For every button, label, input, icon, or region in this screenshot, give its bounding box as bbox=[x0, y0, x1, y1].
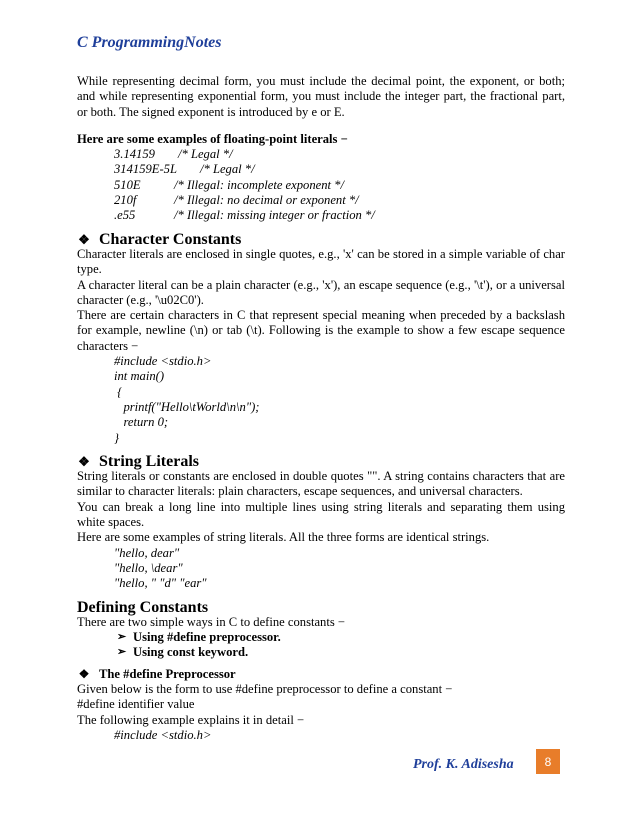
float-literal: 314159E-5L bbox=[114, 162, 177, 177]
define-preprocessor-heading-text: The #define Preprocessor bbox=[99, 666, 236, 681]
code-line: #include <stdio.h> bbox=[114, 727, 212, 742]
page-header-title: C ProgrammingNotes bbox=[77, 34, 222, 51]
char-constants-paragraph-2: A character literal can be a plain character (e.g., 'x'), an escape sequence (e.g., '\t'), or a universal character (e.g., '\u02C0'). bbox=[77, 277, 565, 307]
float-comment: /* Illegal: no decimal or exponent */ bbox=[174, 193, 359, 208]
float-example-row bbox=[114, 162, 565, 177]
diamond-bullet-icon: ❖ bbox=[78, 453, 90, 469]
code-line: int main() bbox=[114, 369, 165, 384]
list-item-text: Using #define preprocessor. bbox=[133, 630, 281, 645]
string-example: "hello, dear" bbox=[114, 545, 180, 560]
float-example-row bbox=[114, 208, 565, 223]
list-item-text: Using const keyword. bbox=[133, 645, 249, 660]
float-example-row bbox=[114, 178, 565, 193]
document-body bbox=[77, 74, 565, 743]
char-constants-paragraph-1: Character literals are enclosed in single quotes, e.g., 'x' can be stored in a simple variable of char type. bbox=[77, 246, 565, 277]
string-literals-paragraph-2: You can break a long line into multiple lines using string literals and separating them using white spaces. bbox=[77, 499, 565, 530]
float-example-row bbox=[114, 193, 565, 208]
float-comment: /* Legal */ bbox=[178, 147, 233, 162]
diamond-bullet-icon: ❖ bbox=[78, 231, 90, 247]
define-paragraph-2: The following example explains it in detail − bbox=[77, 712, 305, 727]
diamond-bullet-icon: ❖ bbox=[78, 666, 90, 681]
code-line: } bbox=[114, 430, 120, 445]
string-literals-heading bbox=[77, 454, 565, 469]
code-line: { bbox=[114, 384, 123, 399]
float-comment: /* Illegal: missing integer or fraction */ bbox=[174, 208, 375, 223]
float-examples-heading: Here are some examples of floating-point literals − bbox=[77, 131, 348, 146]
string-literals-paragraph-3: Here are some examples of string literals. All the three forms are identical strings. bbox=[77, 530, 490, 545]
intro-paragraph: While representing decimal form, you must include the decimal point, the exponent, or both; and while representing exponential form, you must include the integer part, the fractional part, or both. The signed exponent is introduced by e or E. bbox=[77, 74, 565, 119]
string-literals-paragraph-1: String literals or constants are enclosed in double quotes "". A string contains characters that are similar to character literals: plain characters, escape sequences, and universal characters. bbox=[77, 469, 565, 499]
float-literal: 210f bbox=[114, 193, 137, 208]
arrow-bullet-icon: ➢ bbox=[117, 646, 127, 659]
define-code-block bbox=[77, 728, 565, 743]
string-literals-heading-text: String Literals bbox=[99, 452, 199, 470]
float-literal: 3.14159 bbox=[114, 147, 155, 162]
code-line: printf("Hello\tWorld\n\n"); bbox=[114, 399, 260, 414]
float-examples bbox=[77, 147, 565, 223]
defining-constants-heading: Defining Constants bbox=[77, 598, 209, 616]
footer-author: Prof. K. Adisesha bbox=[413, 757, 514, 772]
string-example: "hello, \dear" bbox=[114, 560, 183, 575]
float-example-row bbox=[114, 147, 565, 162]
code-line: #include <stdio.h> bbox=[114, 354, 212, 369]
string-example: "hello, " "d" "ear" bbox=[114, 576, 207, 591]
float-literal: .e55 bbox=[114, 208, 136, 223]
defining-constants-paragraph-1: There are two simple ways in C to define constants − bbox=[77, 614, 346, 629]
define-paragraph-1: Given below is the form to use #define preprocessor to define a constant − bbox=[77, 681, 453, 696]
defining-methods-list bbox=[77, 630, 565, 661]
define-syntax: #define identifier value bbox=[77, 697, 195, 712]
char-constants-heading-text: Character Constants bbox=[99, 230, 242, 248]
list-item bbox=[117, 630, 565, 645]
char-constants-paragraph-3: There are certain characters in C that represent special meaning when preceded by a backslash for example, newline (\n) or tab (\t). Following is the example to show a few escape sequence characters − bbox=[77, 308, 565, 353]
float-comment: /* Illegal: incomplete exponent */ bbox=[174, 177, 344, 192]
page-number-badge: 8 bbox=[536, 749, 560, 774]
code-line: return 0; bbox=[114, 415, 169, 430]
float-comment: /* Legal */ bbox=[200, 162, 255, 177]
arrow-bullet-icon: ➢ bbox=[117, 631, 127, 644]
escape-code-block bbox=[77, 354, 565, 446]
define-preprocessor-heading bbox=[77, 667, 565, 682]
string-examples bbox=[77, 546, 565, 592]
list-item bbox=[117, 645, 565, 660]
float-literal: 510E bbox=[114, 177, 141, 192]
char-constants-heading bbox=[77, 232, 565, 247]
